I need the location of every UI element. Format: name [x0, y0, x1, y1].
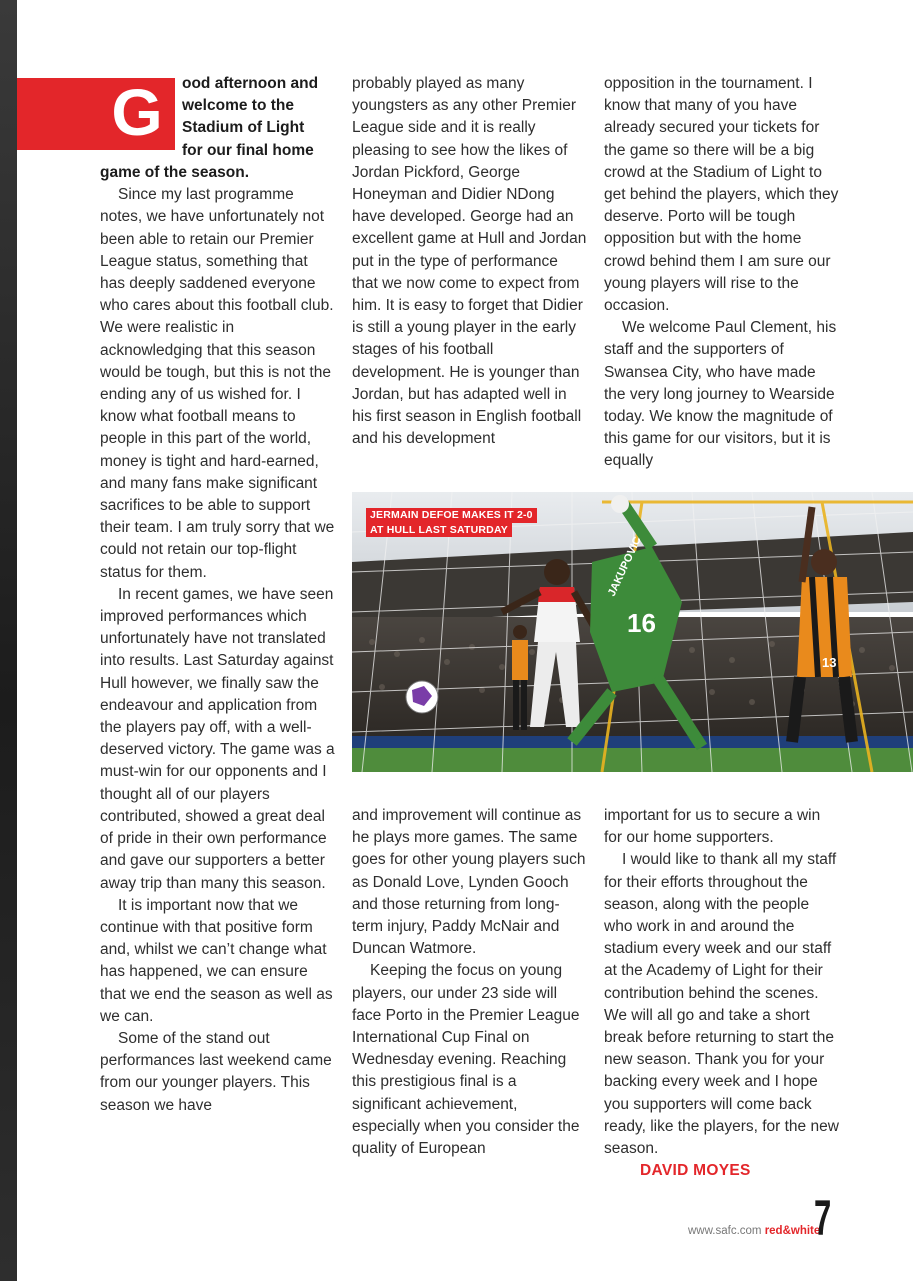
footer-url-text: www.safc.com [688, 1225, 765, 1237]
intro-tail: game of the season. [100, 164, 250, 181]
photo-caption [366, 508, 537, 537]
article-paragraph: Keeping the focus on young players, our under 23 side will face Porto in the Premier League International Cup Final on Wednesday evening. Reaching this prestigious final is a significant achievement, especially when you consider the quality of European [352, 962, 580, 1158]
article-column-3-top [604, 73, 840, 473]
ball [406, 681, 438, 713]
footer-website [688, 1225, 820, 1237]
article-column-2-top [352, 73, 588, 450]
intro-line: ood afternoon and [182, 75, 319, 92]
article-column-3-bottom [604, 805, 840, 1182]
article-paragraph: Some of the stand out performances last weekend came from our younger players. This season we have [100, 1029, 332, 1114]
intro-line: for our final home [182, 141, 314, 159]
article-column-1 [100, 162, 336, 1117]
intro-line: Stadium of Light [182, 119, 305, 137]
intro-heading [182, 73, 342, 162]
author-signature: DAVID MOYES [640, 1162, 751, 1180]
keeper-name: JAKUPOVIC [605, 535, 644, 599]
caption-line: AT HULL LAST SATURDAY [366, 523, 512, 538]
intro-line: welcome to the [182, 97, 294, 115]
article-paragraph: probably played as many youngsters as any other Premier League side and it is really pleasing to see how the likes of Jordan Pickford, George Honeyman and Didier NDong have developed. George had an excellent game at Hull and Jordan put in the type of performance that we now come to expect from him. It is easy to forget that Didier is still a young player in the early stages of his football development. He is younger than Jordan, but has adapted well in his first season in English football and his development [352, 75, 587, 448]
article-column-2-bottom [352, 805, 588, 1160]
hull-player-number: 13 [822, 655, 837, 670]
caption-line: JERMAIN DEFOE MAKES IT 2-0 [366, 508, 537, 523]
pitch [352, 748, 913, 772]
magazine-spine-edge [0, 0, 17, 1281]
article-paragraph: In recent games, we have seen improved performances which unfortunately have not translated into results. Last Saturday against Hull however, we finally saw the endeavour and application from the players pay off, with a well-deserved victory. The game was a must-win for our opponents and I thought all of our players contributed, showed a great deal of pride in their own performance and gave our supporters a better away trip than many this season. [100, 585, 335, 892]
article-paragraph: and improvement will continue as he plays more games. The same goes for other young players such as Donald Love, Lynden Gooch and those returning from long-term injury, Paddy McNair and Duncan Watmore. [352, 807, 586, 958]
article-paragraph: We welcome Paul Clement, his staff and the supporters of Swansea City, who have made the very long journey to Wearside today. We know the magnitude of this game for our visitors, but it is equally [604, 319, 837, 470]
article-paragraph: important for us to secure a win for our home supporters. [604, 807, 821, 847]
advertising-board [352, 736, 913, 748]
article-paragraph: It is important now that we continue with that positive form and, whilst we can’t change what has happened, we can ensure that we end the season as well as we can. [100, 896, 333, 1025]
match-photo [352, 492, 913, 772]
article-paragraph: Since my last programme notes, we have unfortunately not been able to retain our Premier League status, something that has deeply saddened everyone who cares about this football club. We were realistic in acknowledging that this season would be tough, but this is not the ending any of us wished for. I know what football means to people in this part of the world, money is tight and hard-earned, and many fans make significant sacrifices to be able to support their team. I am truly sorry that we could not retain our top-flight status for them. [100, 186, 335, 581]
drop-cap-letter: G [111, 75, 163, 149]
footer-brand: red&white [764, 1225, 821, 1237]
article-paragraph: opposition in the tournament. I know that many of you have already secured your tickets for the game so there will be a big crowd at the Stadium of Light to get behind the players, which they deserve. Porto will be tough opposition but with the home crowd behind them I am sure our young players will rise to the occasion. [604, 75, 839, 315]
page-number: 7 [814, 1190, 832, 1246]
article-paragraph: I would like to thank all my staff for their efforts throughout the season, along with the people who work in and around the stadium every week and our staff at the Academy of Light for their contribution behind the scenes. We will all go and take a short break before returning to start the new season. Thank you for your backing every week and I hope you supporters will come back ready, like the players, for the new season. [604, 851, 839, 1158]
keeper-number: 16 [627, 608, 656, 638]
